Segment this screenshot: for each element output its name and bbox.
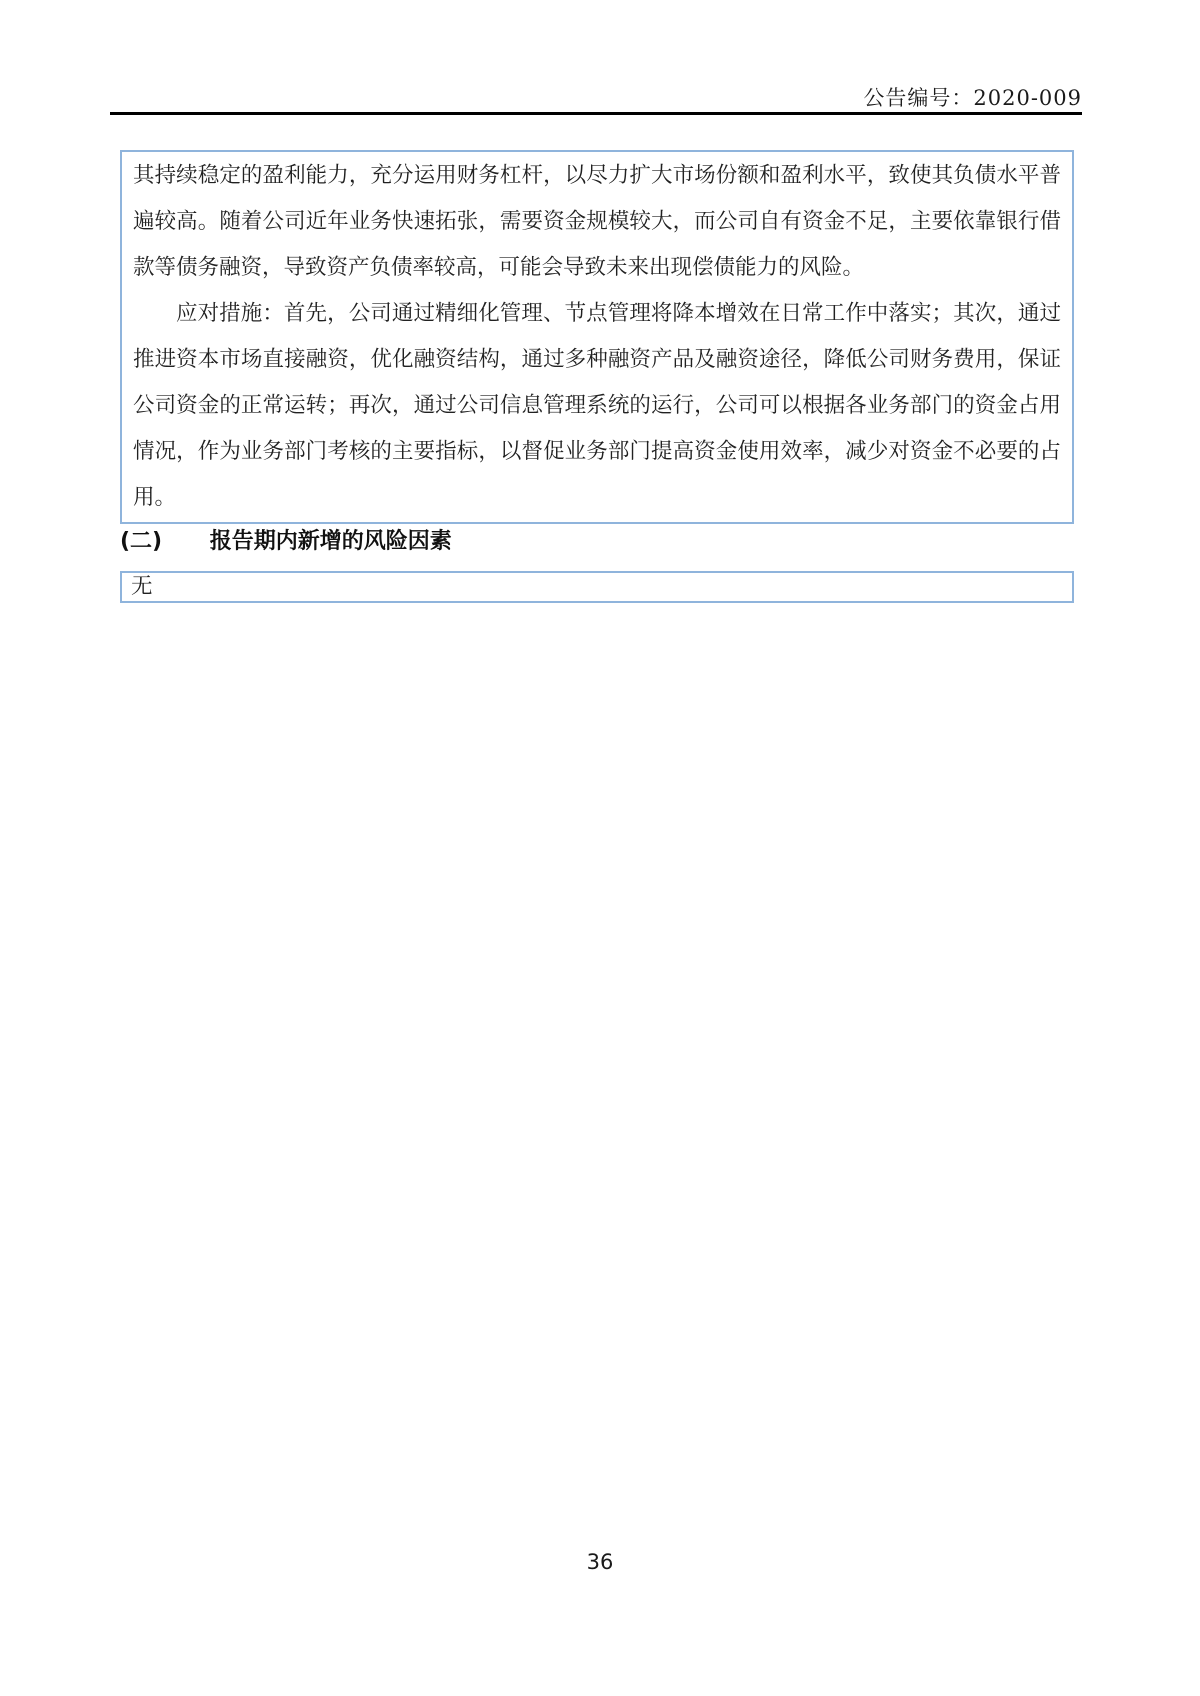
risk-measures-paragraph: 应对措施：首先，公司通过精细化管理、节点管理将降本增效在日常工作中落实；其次，通过推进资本市场直接融资，优化融资结构，通过多种融资产品及融资途径，降低公司财务费用，保证公司资金的正常运转；再次，通过公司信息管理系统的运行，公司可以根据各业务部门的资金占用情况，作为业务部门考核的主要指标，以督促业务部门提高资金使用效率，减少对资金不必要的占用。	[133, 301, 1061, 510]
header-rule	[110, 112, 1082, 115]
announcement-number: 公告编号：2020-009	[863, 86, 1082, 110]
risk-paragraph-continued: 其持续稳定的盈利能力，充分运用财务杠杆，以尽力扩大市场份额和盈利水平，致使其负债水平普遍较高。随着公司近年业务快速拓张，需要资金规模较大，而公司自有资金不足，主要依靠银行借款等债务融资，导致资产负债率较高，可能会导致未来出现偿债能力的风险。	[133, 163, 1061, 280]
risk-factors-box	[120, 150, 1074, 524]
new-risks-content: 无	[131, 574, 153, 599]
new-risks-box	[120, 571, 1074, 603]
section-heading	[120, 524, 452, 555]
section-title: 报告期内新增的风险因素	[209, 529, 452, 554]
section-number: (二)	[120, 529, 163, 554]
page-number: 36	[586, 1550, 614, 1574]
